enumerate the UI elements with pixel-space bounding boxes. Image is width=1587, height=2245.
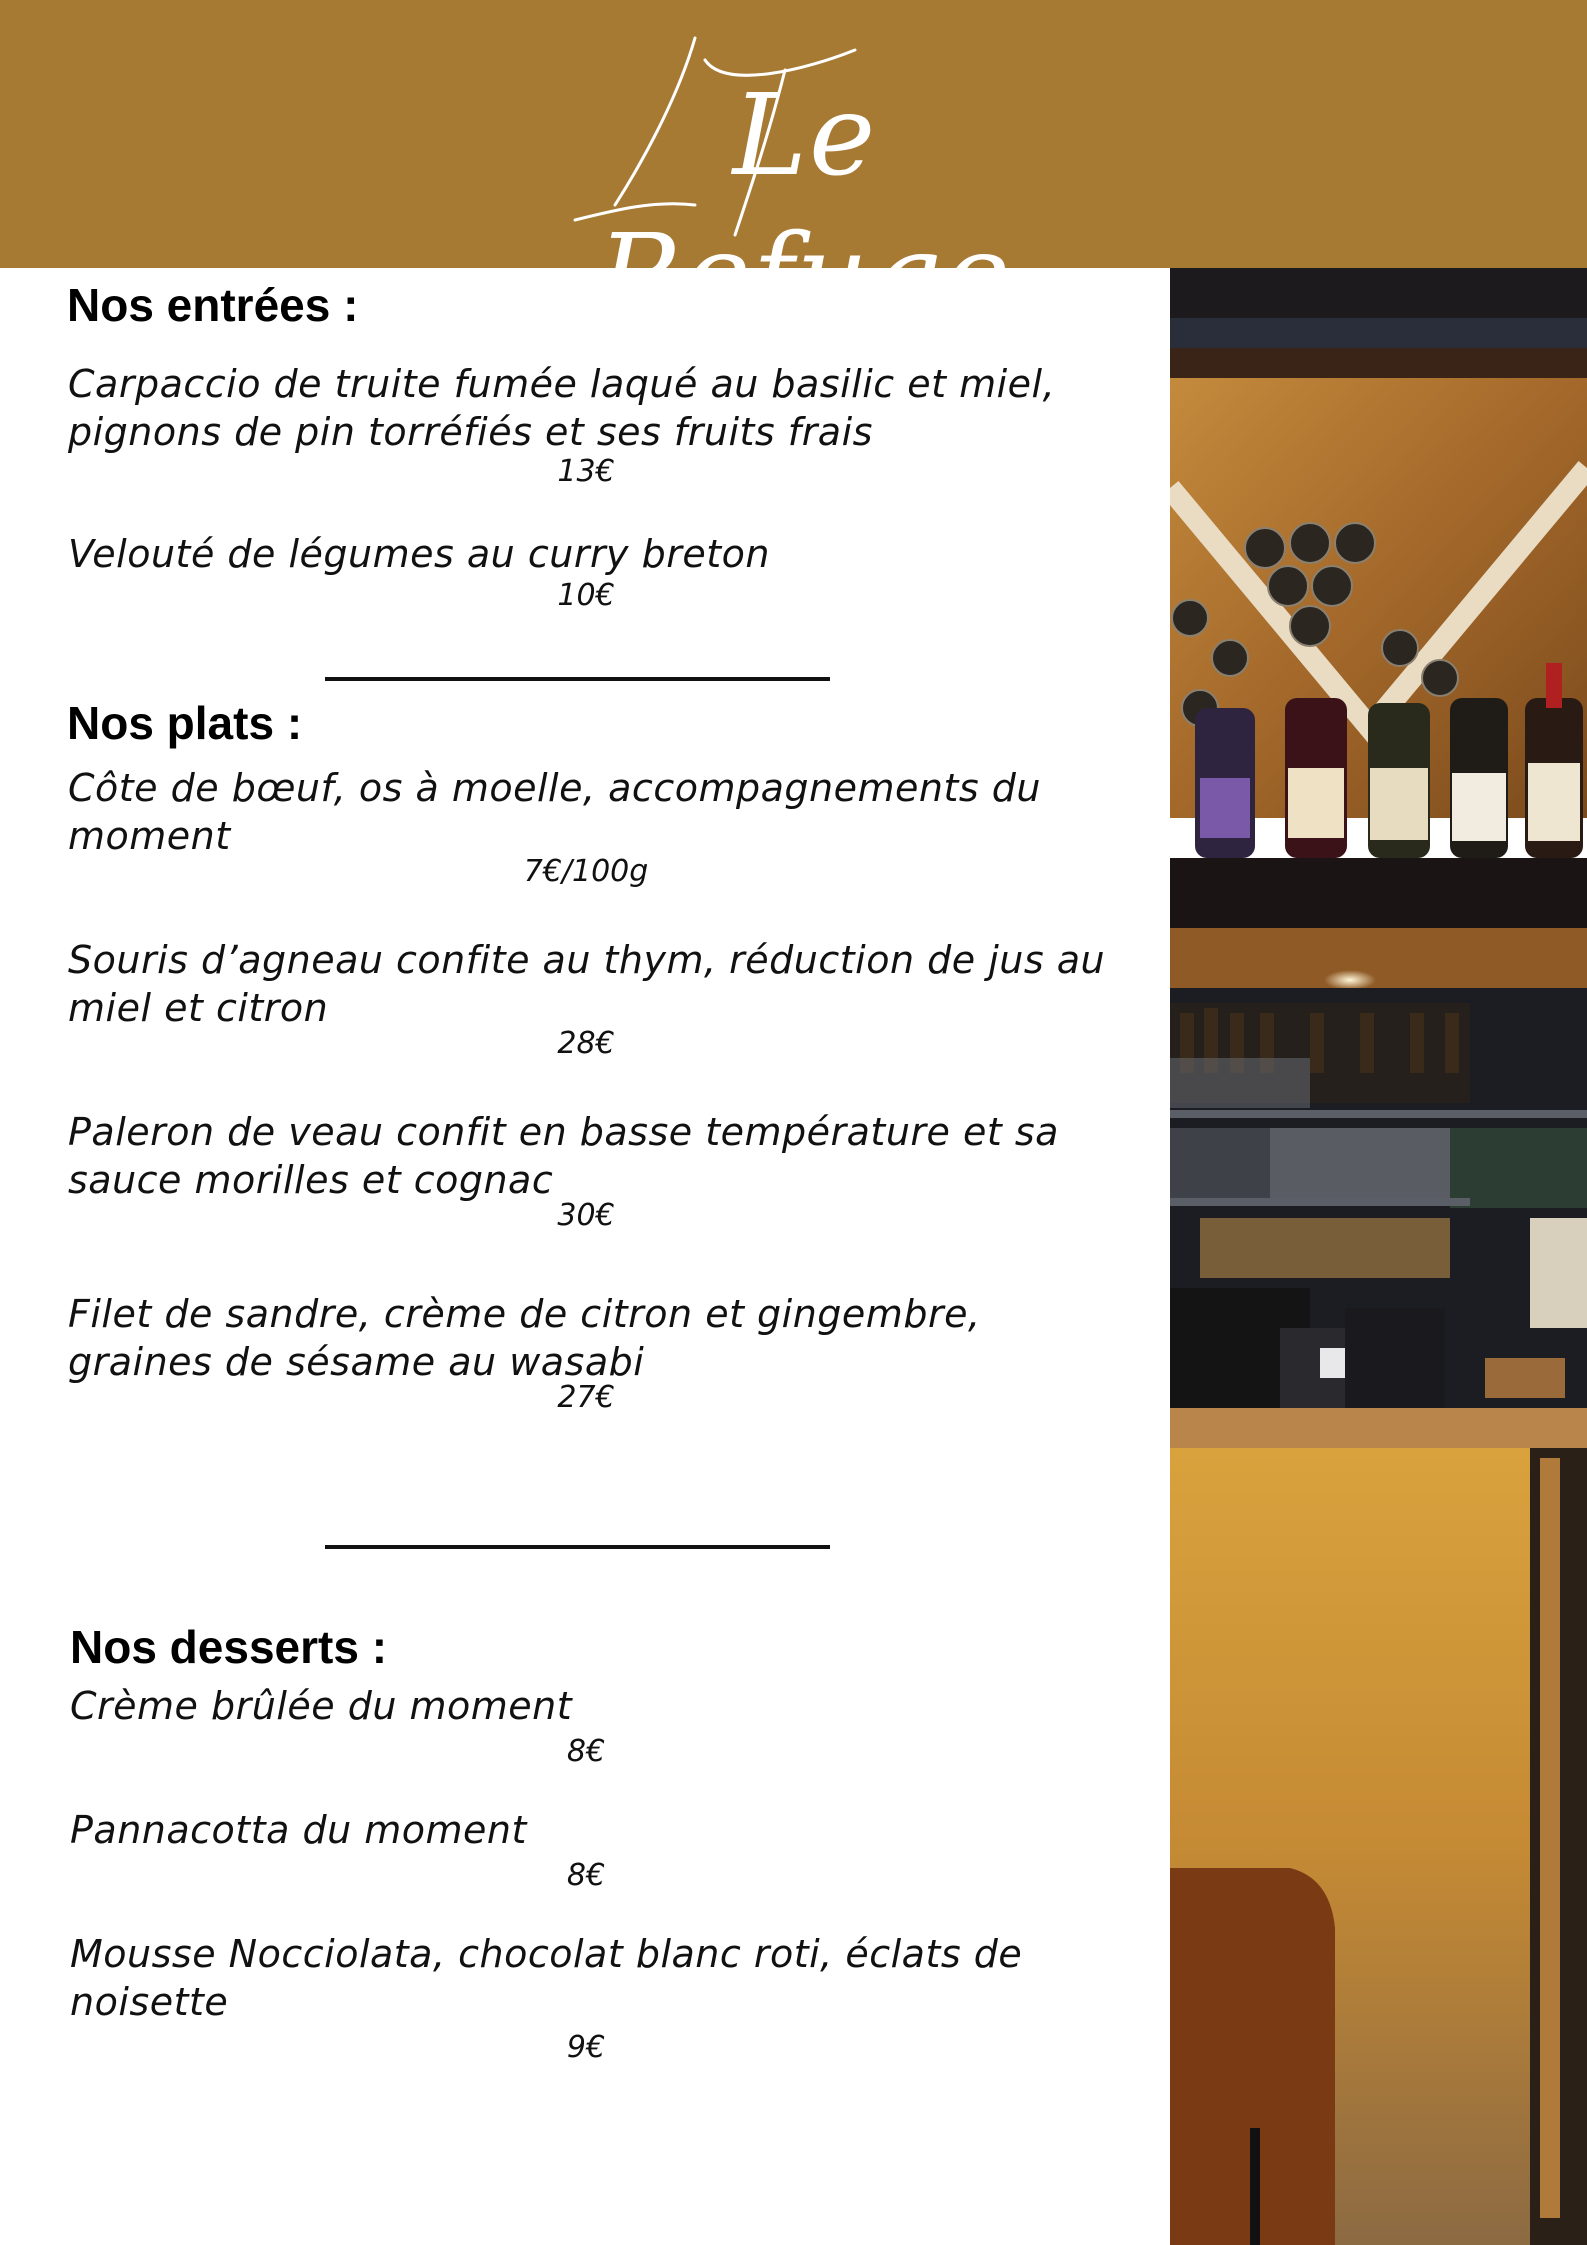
price-creme-brulee: 8€ xyxy=(566,1734,606,1769)
price-carpaccio: 13€ xyxy=(557,454,615,489)
menu-item-pannacotta: Pannacotta du moment xyxy=(70,1808,527,1852)
menu-item-filet-sandre: Filet de sandre, crème de citron et gingembre, graines de sésame au wasabi xyxy=(68,1292,981,1384)
price-paleron-veau: 30€ xyxy=(557,1198,615,1233)
price-mousse-nocciolata: 9€ xyxy=(566,2030,606,2065)
bar-photo xyxy=(1170,268,1587,2245)
section-title-entrees: Nos entrées : xyxy=(67,279,359,331)
menu-item-veloute: Velouté de légumes au curry breton xyxy=(68,532,770,576)
price-veloute: 10€ xyxy=(557,578,615,613)
menu-item-mousse-nocciolata: Mousse Nocciolata, chocolat blanc roti, éclats de noisette xyxy=(70,1932,1023,2024)
menu-item-paleron-veau: Paleron de veau confit en basse température et sa sauce morilles et cognac xyxy=(68,1110,1059,1202)
bar-photo-illustration xyxy=(1170,268,1587,2245)
section-divider xyxy=(325,677,830,681)
price-cote-de-boeuf: 7€/100g xyxy=(523,854,649,889)
menu-item-cote-de-boeuf: Côte de bœuf, os à moelle, accompagnements du moment xyxy=(68,766,1041,858)
price-filet-sandre: 27€ xyxy=(557,1380,615,1415)
menu-item-carpaccio: Carpaccio de truite fumée laqué au basilic et miel, pignons de pin torréfiés et ses fruits frais xyxy=(68,362,1056,454)
section-divider xyxy=(325,1545,830,1549)
price-pannacotta: 8€ xyxy=(566,1858,606,1893)
menu-content xyxy=(0,268,1170,2245)
restaurant-name: Le Refuge xyxy=(597,71,1013,341)
restaurant-logo xyxy=(555,30,1055,341)
price-souris-agneau: 28€ xyxy=(557,1026,615,1061)
menu-item-creme-brulee: Crème brûlée du moment xyxy=(70,1684,573,1728)
section-title-plats: Nos plats : xyxy=(67,697,303,749)
menu-item-souris-agneau: Souris d’agneau confite au thym, réduction de jus au miel et citron xyxy=(68,938,1106,1030)
section-title-desserts: Nos desserts : xyxy=(70,1621,388,1673)
